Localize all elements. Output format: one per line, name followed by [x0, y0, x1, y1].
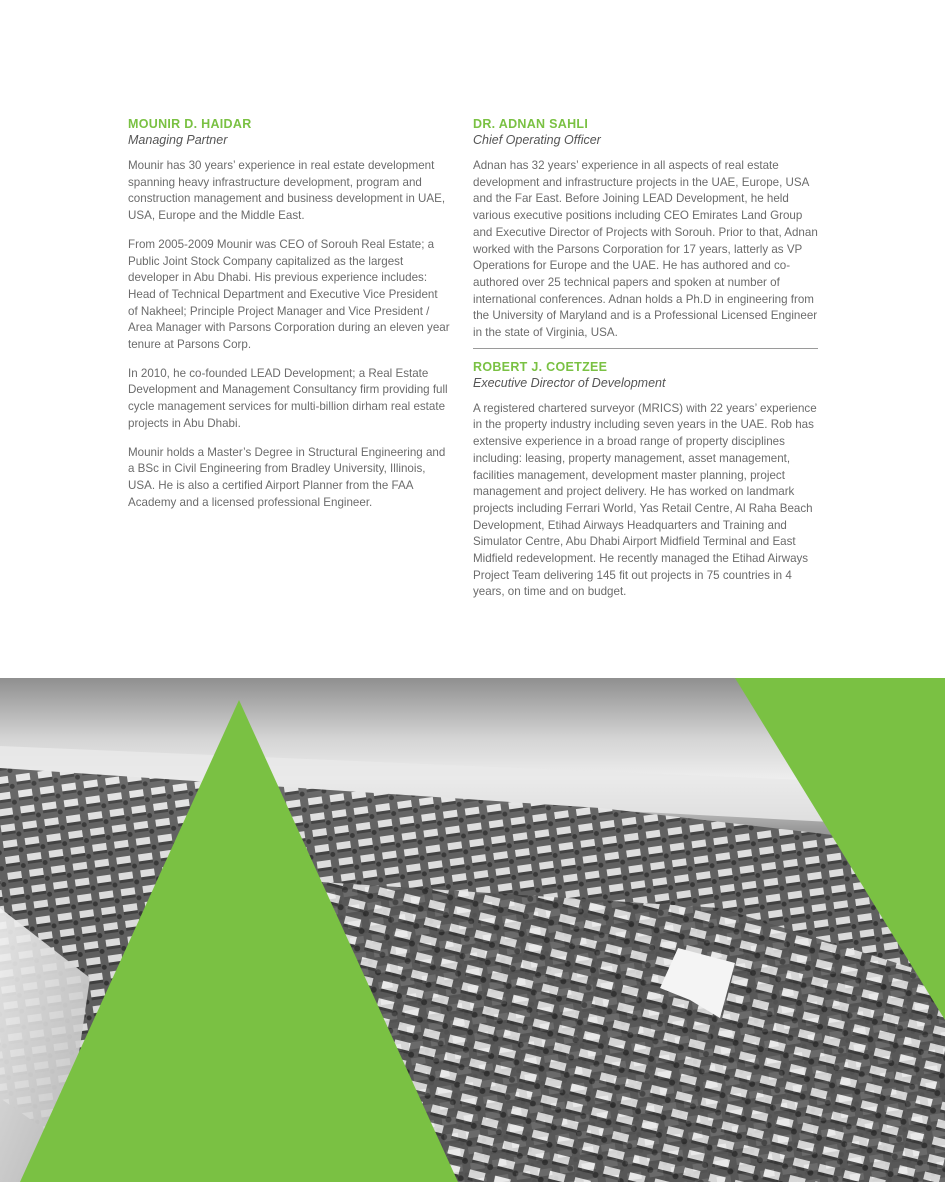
bio-robert-coetzee	[473, 359, 818, 601]
bio-paragraph: From 2005-2009 Mounir was CEO of Sorouh Real Estate; a Public Joint Stock Company capitalized as the largest developer in Abu Dhabi. His previous experience includes: Head of Technical Department and Executive Vice President of Nakheel; Principle Project Manager and Vice President / Area Manager with Parsons Corporation during an eleven year tenure at Parsons Corp.	[128, 237, 450, 352]
bio-paragraph: In 2010, he co-founded LEAD Development; a Real Estate Development and Management Consultancy firm providing full cycle management services for multi-billion dirham real estate projects in Abu Dhabi.	[128, 366, 448, 430]
bio-paragraph: Adnan has 32 years’ experience in all aspects of real estate development and infrastructure projects in the UAE, Europe, USA and the Far East. Before Joining LEAD Development, he held various executive positions including CEO Emirates Land Group and Executive Director of Projects with Sorouh. Prior to that, Adnan worked with the Parsons Corporation for 17 years, latterly as VP Operations for Europe and the UAE. He has authored and co-authored over 25 technical papers and spoken at number of international conferences. Adnan holds a Ph.D in engineering from the University of Maryland and is a Professional Licensed Engineer in the state of Virginia, USA.	[473, 159, 818, 340]
bio-paragraph: A registered chartered surveyor (MRICS) with 22 years’ experience in the property industry including seven years in the UAE. Rob has extensive experience in a broad range of property disciplines including: leasing, property management, asset management, facilities management, development master planning, project management and project delivery. He has worked on landmark projects including Ferrari World, Yas Retail Centre, Al Raha Beach Development, Etihad Airways Headquarters and Training and Simulator Centre, Abu Dhabi Airport Midfield Terminal and East Midfield redevelopment. He recently managed the Etihad Airways Project Team delivering 145 fit out projects in 75 countries in 4 years, on time and on budget.	[473, 401, 817, 599]
person-role: Executive Director of Development	[473, 375, 666, 390]
bio-mounir-haidar	[128, 116, 450, 523]
bio-adnan-sahli	[473, 116, 818, 342]
person-name: MOUNIR D. HAIDAR	[128, 117, 252, 131]
person-name: ROBERT J. COETZEE	[473, 359, 608, 374]
bio-right-column	[473, 116, 818, 613]
bio-paragraph: Mounir has 30 years’ experience in real estate development spanning heavy infrastructure development, program and construction management and business development in UAE, USA, Europe and the Middle East.	[128, 159, 446, 223]
person-role: Chief Operating Officer	[473, 133, 601, 147]
bio-paragraph: Mounir holds a Master’s Degree in Structural Engineering and a BSc in Civil Engineering from Bradley University, Illinois, USA. He is also a certified Airport Planner from the FAA Academy and a licensed professional Engineer.	[128, 445, 446, 509]
person-role: Managing Partner	[128, 133, 228, 147]
aerial-development-image	[0, 678, 945, 1182]
section-divider	[473, 348, 818, 349]
person-name: DR. ADNAN SAHLI	[473, 117, 589, 131]
